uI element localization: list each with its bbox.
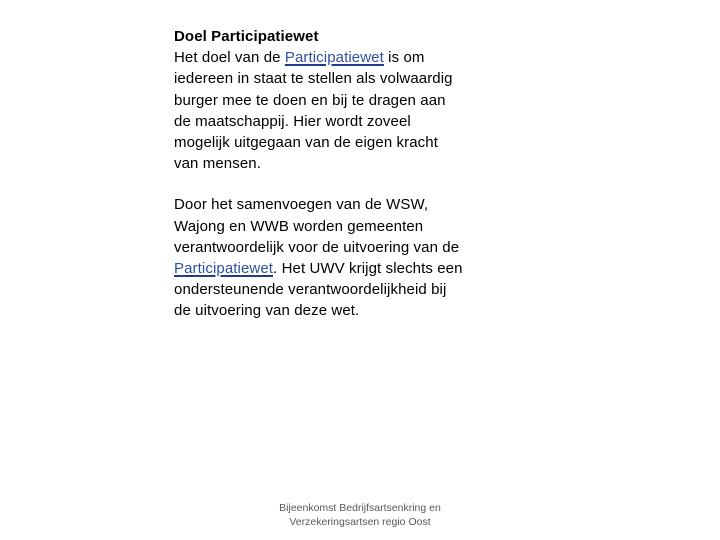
slide-heading: Doel Participatiewet (174, 28, 319, 45)
participatiewet-link[interactable]: Participatiewet (284, 49, 384, 67)
paragraph-responsibility-text-end: . Het UWV krijgt slechts een ondersteunende verantwoordelijkheid bij de uitvoering van deze wet. (174, 260, 463, 320)
footer-line-1: Bijeenkomst Bedrijfsartsenkring en (279, 502, 441, 514)
paragraph-responsibility (174, 194, 464, 321)
paragraph-goal-text-end: is om iedereen in staat te stellen als volwaardig burger mee te doen en bij te dragen aan de maatschappij. Hier wordt zoveel mogelijk uitgegaan van de eigen kracht van mensen. (174, 49, 453, 173)
paragraph-responsibility-text-start: Door het samenvoegen van de WSW, Wajong en WWB worden gemeenten verantwoordelijk voor de uitvoering van de (174, 196, 460, 256)
slide-body (174, 26, 464, 322)
paragraph-goal-text-start: Het doel van de (174, 49, 285, 67)
slide-footer (240, 501, 480, 529)
participatiewet-link-2[interactable]: Participatiewet (174, 260, 274, 278)
footer-line-2: Verzekeringsartsen regio Oost (289, 516, 431, 528)
paragraph-goal (174, 26, 464, 174)
